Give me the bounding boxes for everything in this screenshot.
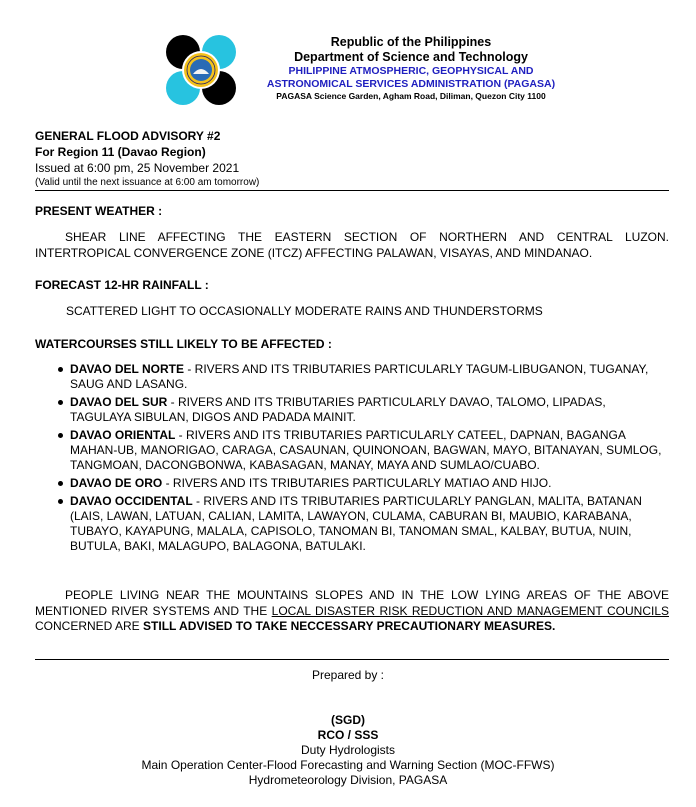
list-item [56,428,669,473]
closing-text-part2: CONCERNED ARE [35,619,144,633]
province-rivers: - RIVERS AND ITS TRIBUTARIES PARTICULARLY MATIAO AND HIJO. [162,476,552,490]
bullet-icon [58,499,63,504]
watercourses-list [56,362,669,557]
closing-advisory-bold: STILL ADVISED TO TAKE NECCESSARY PRECAUTIONARY MEASURES. [143,619,556,633]
advisory-validity: (Valid until the next issuance at 6:00 am tomorrow) [35,177,260,188]
signatory-division: Hydrometeorology Division, PAGASA [248,773,448,787]
closing-statement [35,588,669,635]
watercourses-heading: WATERCOURSES STILL LIKELY TO BE AFFECTED : [35,337,332,351]
header-department: Department of Science and Technology [294,50,528,64]
province-rivers: - RIVERS AND ITS TRIBUTARIES PARTICULARLY DAVAO, TALOMO, LIPADAS, TAGULAYA SIBULAN, DIGOS AND PADADA MAINIT. [70,395,606,424]
header-address: PAGASA Science Garden, Agham Road, Diliman, Quezon City 1100 [276,91,546,101]
present-weather-heading: PRESENT WEATHER : [35,204,163,218]
list-item [56,362,669,392]
province-name: DAVAO OCCIDENTAL [70,494,193,508]
province-name: DAVAO DEL SUR [70,395,168,409]
province-name: DAVAO ORIENTAL [70,428,176,442]
header-agency-line1: PHILIPPINE ATMOSPHERIC, GEOPHYSICAL AND [288,65,534,77]
bullet-icon [58,367,63,372]
advisory-region: For Region 11 (Davao Region) [35,145,206,159]
advisory-title: GENERAL FLOOD ADVISORY #2 [35,129,221,143]
prepared-by-label: Prepared by : [311,668,385,682]
present-weather-text: SHEAR LINE AFFECTING THE EASTERN SECTION OF NORTHERN AND CENTRAL LUZON. INTERTROPICAL CONVERGENCE ZONE (ITCZ) AFFECTING PALAWAN, VISAYAS, AND MINDANAO. [35,230,669,260]
signatory-role: Duty Hydrologists [300,743,396,757]
list-item [56,494,669,554]
header-republic: Republic of the Philippines [330,35,492,49]
advisory-issued: Issued at 6:00 pm, 25 November 2021 [35,161,240,175]
bullet-icon [58,481,63,486]
divider-top [35,190,669,191]
signatory-name: RCO / SSS [317,728,379,742]
divider-bottom [35,659,669,660]
forecast-text: SCATTERED LIGHT TO OCCASIONALLY MODERATE RAINS AND THUNDERSTORMS [66,304,543,318]
province-rivers: - RIVERS AND ITS TRIBUTARIES PARTICULARLY PANGLAN, MALITA, BATANAN (LAIS, LAWAN, LATUAN, CALIAN, LAMITA, LAWAYON, CULAMA, CABURAN BI, MAUBIO, KARABANA, TUBAYO, KAYAPUNG, MALALA, CAPISOLO, TANOMAN BI, TANOMAN SMAL, KALBAY, BUTUA, NUIN, BUTULA, BAKI, MALAGUPO, BALAGONA, BATULAKI. [70,494,642,553]
header-agency-line2: ASTRONOMICAL SERVICES ADMINISTRATION (PAGASA) [266,78,556,90]
signatory-office: Main Operation Center-Flood Forecasting and Warning Section (MOC-FFWS) [141,758,555,772]
list-item [56,476,669,491]
drrm-councils-text: LOCAL DISASTER RISK REDUCTION AND MANAGEMENT COUNCILS [271,603,669,618]
list-item [56,395,669,425]
pagasa-logo [165,34,237,106]
signature-sgd: (SGD) [331,713,365,727]
closing-text-part1: PEOPLE LIVING NEAR THE MOUNTAINS SLOPES AND IN THE LOW LYING AREAS OF THE ABOVE MENTIONED RIVER SYSTEMS AND THE [35,588,669,618]
bullet-icon [58,400,63,405]
province-rivers: - RIVERS AND ITS TRIBUTARIES PARTICULARLY CATEEL, DAPNAN, BAGANGA MAHAN-UB, MANORIGAO, CARAGA, CASAUNAN, QUINONOAN, BAGWAN, MAYO, BITANAYAN, SUMLOG, TANGMOAN, DACONGBONWA, KABASAGAN, MANAY, MAYA AND SUMLAO/CUABO. [70,428,662,472]
province-name: DAVAO DE ORO [70,476,163,490]
bullet-icon [58,433,63,438]
forecast-heading: FORECAST 12-HR RAINFALL : [35,278,209,292]
province-name: DAVAO DEL NORTE [70,362,185,376]
pagasa-seal-icon [165,34,237,106]
province-rivers: - RIVERS AND ITS TRIBUTARIES PARTICULARLY TAGUM-LIBUGANON, TUGANAY, SAUG AND LASANG. [70,362,649,391]
